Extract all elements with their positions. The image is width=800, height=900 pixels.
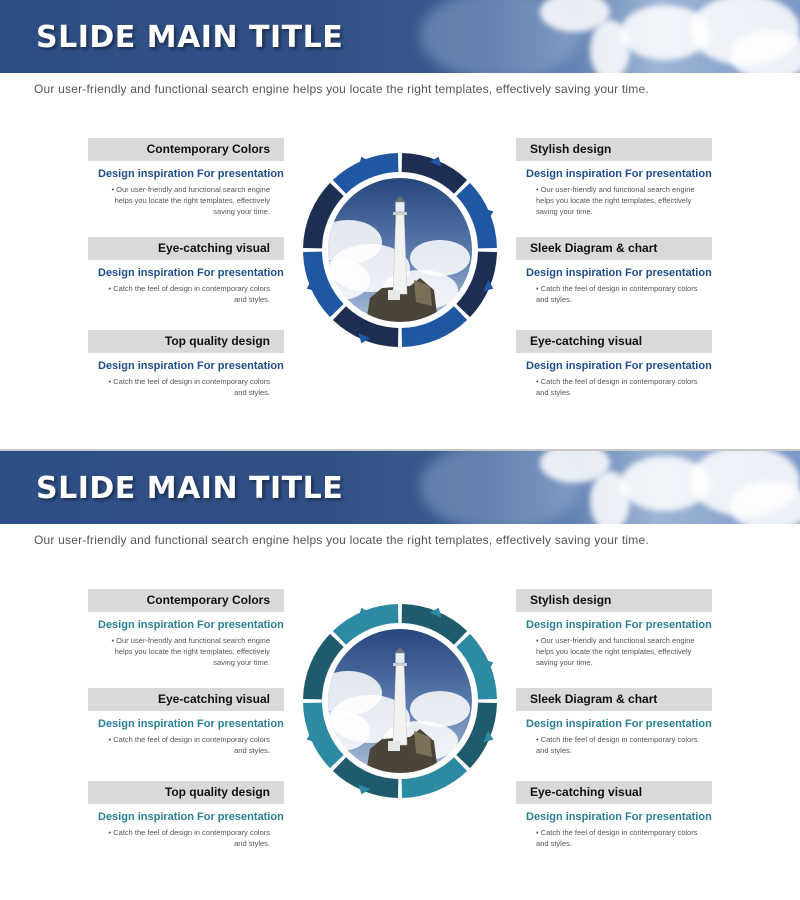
item-title: Eye-catching visual [516, 781, 712, 804]
item-heading: Design inspiration For presentation [526, 718, 712, 730]
item-contemporary-colors [88, 138, 284, 217]
item-top-quality-design [88, 330, 284, 398]
item-heading: Design inspiration For presentation [526, 360, 712, 372]
item-body: • Catch the feel of design in contemporary colors and styles. [108, 828, 270, 848]
item-eye-catching-visual [516, 781, 712, 849]
item-title: Sleek Diagram & chart [516, 237, 712, 260]
item-body: • Our user-friendly and functional search engine helps you locate the right templates, effectively saving your time. [536, 185, 695, 216]
item-body: • Catch the feel of design in contemporary colors and styles. [108, 284, 270, 304]
slide-blue [0, 0, 800, 449]
item-body: • Our user-friendly and functional search engine helps you locate the right templates, effectively saving your time. [536, 636, 695, 667]
item-body: • Catch the feel of design in contemporary colors and styles. [108, 377, 270, 397]
item-heading: Design inspiration For presentation [526, 267, 712, 279]
item-heading: Design inspiration For presentation [98, 267, 284, 279]
item-title: Contemporary Colors [88, 138, 284, 161]
item-sleek-diagram-chart [516, 688, 712, 756]
lighthouse-base [388, 290, 400, 300]
item-heading: Design inspiration For presentation [98, 360, 284, 372]
item-body: • Our user-friendly and functional search engine helps you locate the right templates, effectively saving your time. [111, 636, 270, 667]
item-heading: Design inspiration For presentation [98, 811, 284, 823]
item-body: • Catch the feel of design in contemporary colors and styles. [108, 735, 270, 755]
item-stylish-design [516, 138, 712, 217]
lighthouse-base [388, 741, 400, 751]
item-heading: Design inspiration For presentation [98, 619, 284, 631]
item-contemporary-colors [88, 589, 284, 668]
slide-title: SLIDE MAIN TITLE [36, 20, 344, 55]
item-eye-catching-visual [516, 330, 712, 398]
lighthouse-gallery [393, 663, 407, 666]
slide-teal [0, 451, 800, 900]
slide-subtitle: Our user-friendly and functional search engine helps you locate the right templates, effectively saving your time. [34, 82, 649, 96]
item-eye-catching-visual [88, 237, 284, 305]
item-top-quality-design [88, 781, 284, 849]
item-title: Top quality design [88, 330, 284, 353]
ring-diagram [296, 150, 504, 350]
item-title: Stylish design [516, 589, 712, 612]
lighthouse-lantern [396, 653, 405, 663]
item-heading: Design inspiration For presentation [526, 168, 712, 180]
item-body: • Our user-friendly and functional search engine helps you locate the right templates, effectively saving your time. [111, 185, 270, 216]
lighthouse-lantern [396, 202, 405, 212]
item-title: Eye-catching visual [88, 688, 284, 711]
item-stylish-design [516, 589, 712, 668]
ring-diagram [296, 601, 504, 801]
slide-subtitle: Our user-friendly and functional search engine helps you locate the right templates, effectively saving your time. [34, 533, 649, 547]
item-heading: Design inspiration For presentation [526, 619, 712, 631]
item-title: Eye-catching visual [88, 237, 284, 260]
item-body: • Catch the feel of design in contemporary colors and styles. [536, 828, 698, 848]
item-heading: Design inspiration For presentation [98, 168, 284, 180]
item-body: • Catch the feel of design in contemporary colors and styles. [536, 284, 698, 304]
item-title: Top quality design [88, 781, 284, 804]
slide-title: SLIDE MAIN TITLE [36, 471, 344, 506]
item-title: Contemporary Colors [88, 589, 284, 612]
item-body: • Catch the feel of design in contemporary colors and styles. [536, 735, 698, 755]
item-heading: Design inspiration For presentation [98, 718, 284, 730]
item-sleek-diagram-chart [516, 237, 712, 305]
lighthouse-gallery [393, 212, 407, 215]
item-title: Sleek Diagram & chart [516, 688, 712, 711]
item-eye-catching-visual [88, 688, 284, 756]
item-title: Stylish design [516, 138, 712, 161]
item-body: • Catch the feel of design in contemporary colors and styles. [536, 377, 698, 397]
item-heading: Design inspiration For presentation [526, 811, 712, 823]
item-title: Eye-catching visual [516, 330, 712, 353]
